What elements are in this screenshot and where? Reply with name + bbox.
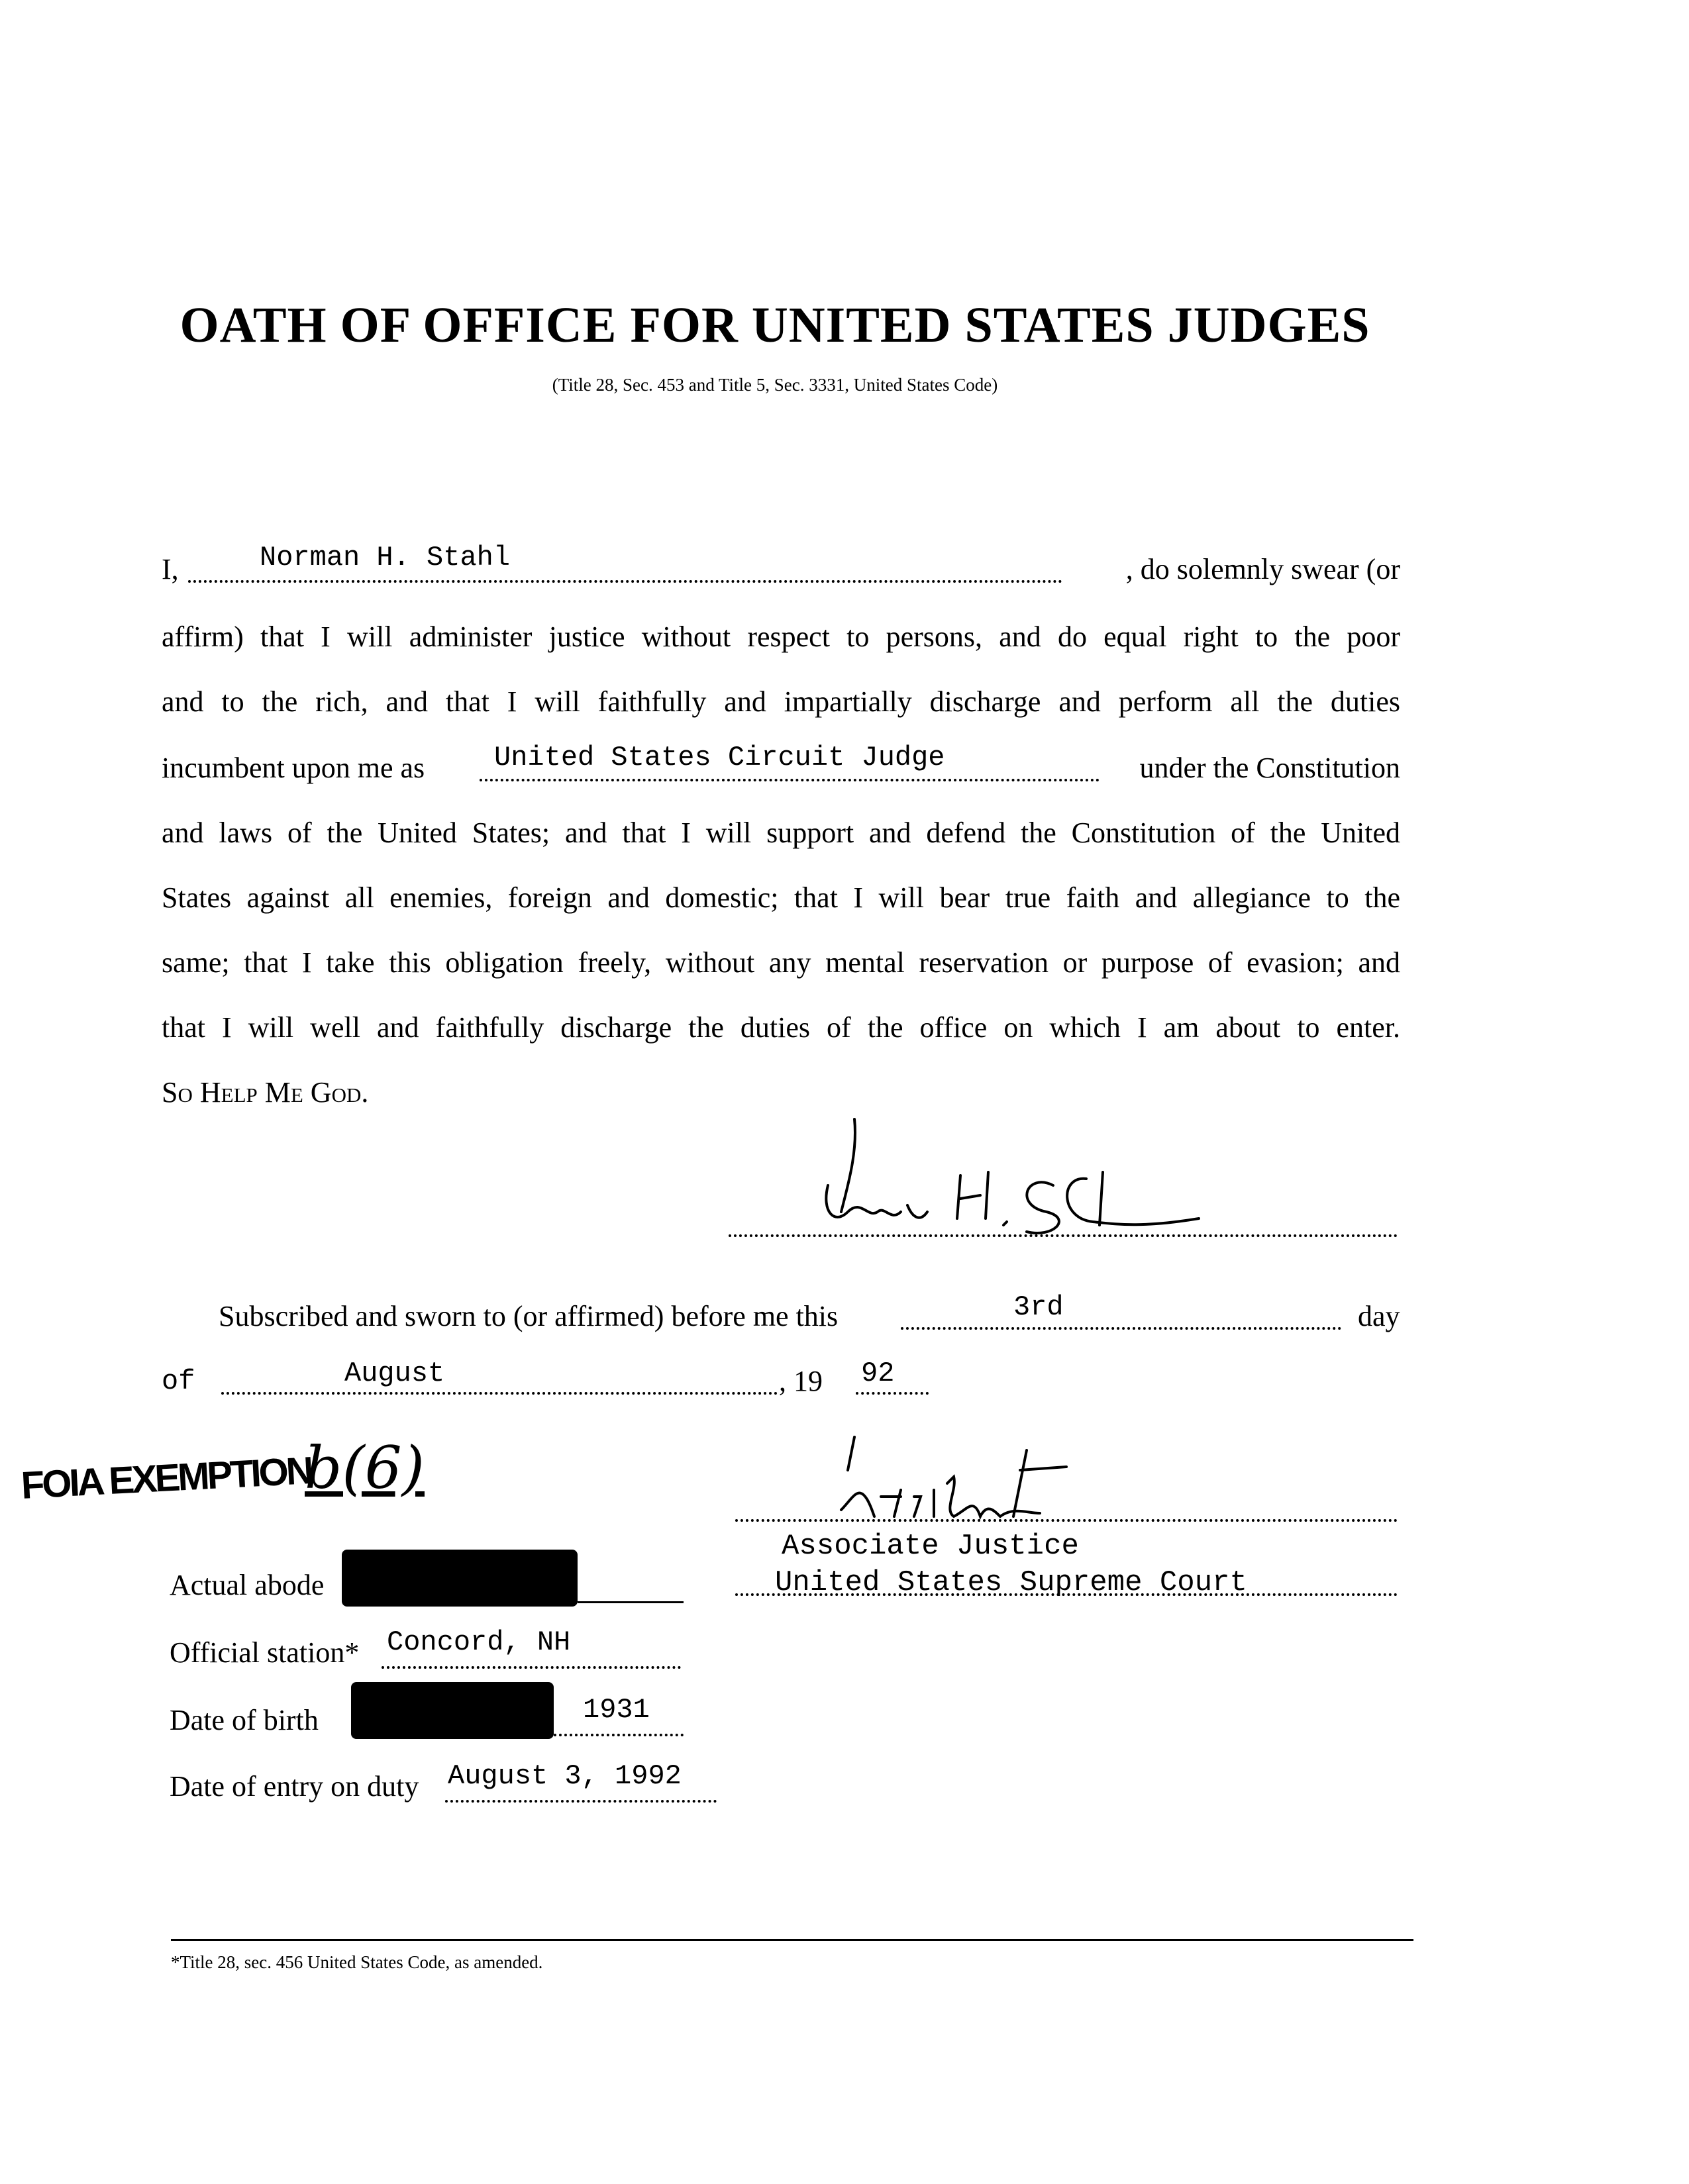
month-fill-line [221, 1363, 778, 1395]
foia-exemption-stamp: FOIA EXEMPTION [20, 1449, 313, 1507]
sworn-month: August [344, 1358, 445, 1389]
date-of-birth-label: Date of birth [170, 1704, 319, 1736]
actual-abode-label: Actual abode [170, 1569, 325, 1601]
date-of-entry-label: Date of entry on duty [170, 1770, 419, 1803]
oath-line-6: States against all enemies, foreign and domestic; that I will bear true faith and allegiance to the [162, 881, 1400, 914]
date-of-birth-year: 1931 [583, 1694, 650, 1726]
officiant-title: Associate Justice [782, 1530, 1079, 1563]
date-of-entry-value: August 3, 1992 [448, 1760, 682, 1792]
dob-redaction [351, 1682, 554, 1739]
abode-underline [578, 1601, 684, 1603]
day-label: day [1358, 1300, 1400, 1332]
oath-line-2: affirm) that I will administer justice without respect to persons, and do equal right to the poor [162, 620, 1400, 653]
closing-phrase: So Help Me God. [162, 1076, 369, 1109]
officiant-signature [815, 1424, 1119, 1523]
footnote: *Title 28, sec. 456 United States Code, as amended. [171, 1952, 543, 1972]
oath-prefix: I, [162, 553, 179, 585]
oath-line-1-end: , do solemnly swear (or [1125, 553, 1400, 585]
position-value: United States Circuit Judge [494, 742, 945, 773]
document-subtitle: (Title 28, Sec. 453 and Title 5, Sec. 3331, United States Code) [552, 375, 998, 395]
judge-signature [742, 1113, 1219, 1245]
abode-redaction [342, 1550, 578, 1607]
footnote-rule [171, 1939, 1413, 1941]
day-fill-line [901, 1298, 1341, 1330]
official-station-value: Concord, NH [387, 1626, 571, 1658]
of-label: of [162, 1365, 195, 1397]
document-title: OATH OF OFFICE FOR UNITED STATES JUDGES [179, 297, 1370, 353]
oath-line-8: that I will well and faithfully discharge the duties of the office on which I am about to enter. [162, 1011, 1400, 1044]
oath-line-3: and to the rich, and that I will faithfully and impartially discharge and perform all the duties [162, 685, 1400, 718]
sworn-year: 92 [861, 1358, 895, 1389]
official-station-label: Official station* [170, 1636, 360, 1669]
year-prefix: , 19 [779, 1365, 823, 1397]
officiant-court: United States Supreme Court [775, 1566, 1247, 1599]
oath-line-7: same; that I take this obligation freely, without any mental reservation or purpose of evasion; and [162, 946, 1400, 979]
oath-line-4-start: incumbent upon me as [162, 752, 425, 784]
foia-exemption-code: b(6) [305, 1434, 425, 1502]
sworn-text: Subscribed and sworn to (or affirmed) before me this [219, 1300, 839, 1332]
oath-line-4-end: under the Constitution [1139, 752, 1400, 784]
judge-name: Norman H. Stahl [260, 542, 511, 573]
sworn-day: 3rd [1013, 1291, 1064, 1323]
oath-line-5: and laws of the United States; and that I will support and defend the Constitution of the United [162, 817, 1400, 849]
